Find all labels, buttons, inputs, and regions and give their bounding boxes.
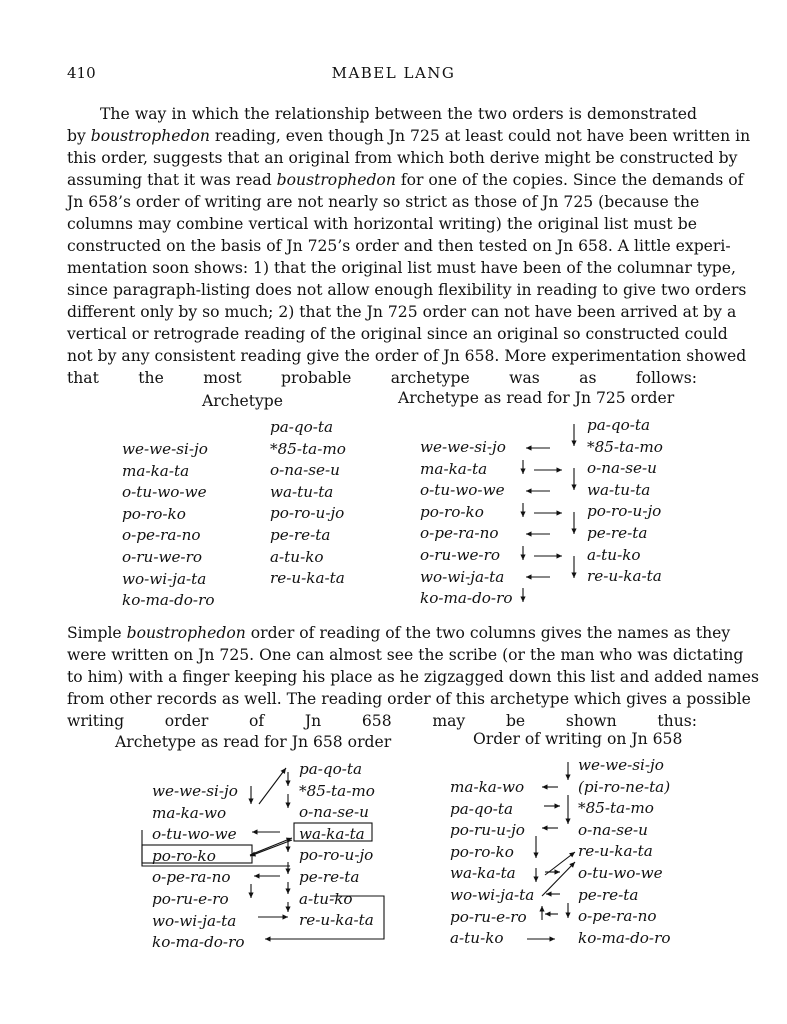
arrow-head [285, 907, 290, 913]
text-segment: this order, suggests that an original from which both derive might be constructed by [67, 149, 738, 167]
jn725-left-word: ko-ma-do-ro [420, 589, 513, 608]
jn658-read-right-word: po-ro-u-jo [299, 846, 374, 865]
jn658-writing-right-word: o-na-se-u [578, 820, 648, 839]
arrow-head [555, 803, 561, 808]
arrow-line [259, 768, 286, 804]
jn658-read-right-word: re-u-ka-ta [299, 911, 374, 930]
jn725-right-word: a-tu-ko [587, 545, 641, 564]
arrow-head [520, 555, 525, 561]
arrow-head [252, 829, 258, 834]
jn658-writing-right-word: ko-ma-do-ro [578, 928, 671, 947]
jn658-writing-left-word: po-ru-u-jo [450, 821, 525, 840]
text-segment: order of reading of the two columns gives the names as they [245, 624, 731, 642]
text-segment: The way in which the relationship between the two orders is demonstrated [100, 105, 697, 123]
jn658-read-left-word: wo-wi-ja-ta [152, 911, 237, 930]
text-segment: for one of the copies. Since the demands of [395, 171, 744, 189]
archetype-right-word: o-na-se-u [270, 461, 340, 480]
jn658-read-right-word: o-na-se-u [299, 803, 369, 822]
archetype-right-word: re-u-ka-ta [270, 569, 345, 588]
arrow-head [557, 510, 563, 515]
jn725-left-word: o-pe-ra-no [420, 524, 499, 543]
text-segment: not by any consistent reading give the order of Jn 658. More experimentation showed [67, 347, 747, 365]
archetype-left-word: o-ru-we-ro [122, 548, 202, 566]
text-segment: since paragraph-listing does not allow enough flexibility in reading to give two orders [67, 281, 747, 299]
text-segment: that the most probable archetype was as follows: [67, 369, 697, 387]
jn725-right-word: wa-tu-ta [587, 480, 651, 499]
text-segment: Jn 658’s order of writing are not nearly so strict as those of Jn 725 (because the [67, 193, 700, 211]
jn658-writing-right-word: re-u-ka-ta [578, 842, 653, 861]
text-segment: reading, even though Jn 725 at least could not have been written in [209, 127, 751, 145]
jn725-right-word: pa-qo-ta [587, 416, 651, 434]
po-ro-ko-box [142, 845, 252, 863]
jn658-read-left-word: ko-ma-do-ro [152, 933, 245, 952]
jn658-writing-left-word: po-ro-ko [450, 842, 514, 861]
italic-term: boustrophedon [126, 624, 246, 642]
archetype-left-word: o-pe-ra-no [122, 526, 201, 545]
text-segment: were written on Jn 725. One can almost see the scribe (or the man who was dictating [67, 646, 744, 664]
jn725-left-word: ma-ka-ta [420, 459, 488, 478]
archetype-right-word: *85-ta-mo [270, 439, 346, 458]
text-segment: vertical or retrograde reading of the original since an original so constructed could [67, 325, 728, 343]
arrow-head [265, 936, 271, 941]
arrow-head [248, 893, 253, 899]
archetype-left-word: wo-wi-ja-ta [122, 569, 207, 588]
jn658-read-right-word: wa-ka-ta [299, 824, 365, 843]
wa-ka-ta-box [294, 823, 372, 841]
arrow-head [545, 911, 551, 916]
jn658-read-right-word: pa-qo-ta [299, 760, 363, 778]
archetype-right-word: po-ro-u-jo [270, 504, 345, 523]
arrow-head [546, 891, 552, 896]
text-segment: different only by so much; 2) that the Jn 725 order can not have been arrived at by a [67, 303, 737, 321]
jn658-read-left-word: po-ru-e-ro [152, 890, 229, 908]
text-segment: from other records as well. The reading order of this archetype which gives a possible [67, 690, 751, 708]
archetype-heading: Archetype [202, 392, 284, 410]
arrow-head [285, 847, 290, 853]
jn725-right-word: pe-re-ta [587, 524, 648, 542]
jn658-writing-left-word: pa-qo-ta [450, 799, 514, 818]
jn725-left-word: we-we-si-jo [420, 438, 506, 456]
arrow-head [520, 512, 525, 518]
arrow-head [557, 467, 563, 472]
jn658-writing-left-word: po-ru-e-ro [450, 907, 527, 926]
text-segment: writing order of Jn 658 may be shown thus: [67, 712, 697, 730]
jn658-read-left-word: we-we-si-jo [152, 782, 238, 800]
arrow-head [285, 803, 290, 809]
arrow-head [542, 784, 548, 789]
arrow-head [248, 799, 253, 805]
text-segment: by [67, 127, 91, 145]
jn658-read-left-word: po-ro-ko [152, 846, 216, 865]
jn725-left-word: o-ru-we-ro [420, 546, 500, 564]
text-segment: assuming that it was read [67, 171, 277, 189]
archetype-left-word: ma-ka-ta [122, 461, 190, 480]
text-segment: Simple [67, 624, 127, 642]
jn658-read-right-word: pe-re-ta [299, 868, 360, 886]
arrow-head [565, 913, 570, 919]
jn658-writing-right-word: we-we-si-jo [578, 756, 664, 774]
arrow-head [557, 553, 563, 558]
italic-term: boustrophedon [276, 171, 396, 189]
arrow-head [285, 889, 290, 895]
arrow-head [526, 574, 532, 579]
arrow-head [571, 485, 576, 491]
italic-term: boustrophedon [90, 127, 210, 145]
jn658-writing-heading: Order of writing on Jn 658 [473, 730, 683, 748]
arrow-head [542, 825, 548, 830]
jn658-read-left-word: ma-ka-wo [152, 803, 227, 822]
jn725-heading: Archetype as read for Jn 725 order [398, 389, 675, 407]
jn658-writing-right-word: *85-ta-mo [578, 799, 654, 818]
archetype-left-word: po-ro-ko [122, 504, 186, 523]
jn725-right-word: *85-ta-mo [587, 437, 663, 456]
jn658-read-left-word: o-tu-wo-we [152, 825, 237, 844]
jn725-right-word: re-u-ka-ta [587, 567, 662, 586]
jn658-read-right-word: *85-ta-mo [299, 781, 375, 800]
page-number: 410 [67, 64, 96, 82]
jn658-writing-left-word: ma-ka-wo [450, 778, 525, 796]
arrow-line [542, 862, 575, 896]
arrow-head [526, 488, 532, 493]
arrow-head [571, 529, 576, 535]
jn725-left-word: po-ro-ko [420, 502, 484, 521]
jn658-read-right-word: a-tu-ko [299, 889, 353, 908]
jn658-writing-left-word: wa-ka-ta [450, 864, 516, 883]
arrow-head [569, 852, 575, 857]
jn658-writing-right-word: o-tu-wo-we [578, 864, 663, 882]
text-segment: columns may combine vertical with horizontal writing) the original list must be [67, 215, 697, 233]
arrow-head [281, 768, 286, 774]
arrow-head [571, 573, 576, 579]
archetype-right-word: pe-re-ta [270, 526, 331, 544]
jn658-writing-right-word: o-pe-ra-no [578, 907, 657, 926]
jn725-left-word: wo-wi-ja-ta [420, 567, 505, 586]
arrow-head [539, 906, 544, 912]
arrow-head [283, 914, 289, 919]
jn658-writing-right-word: (pi-ro-ne-ta) [578, 777, 671, 796]
archetype-right-word: a-tu-ko [270, 547, 324, 566]
archetype-right-word: pa-qo-ta [270, 418, 334, 436]
arrow-head [520, 597, 525, 603]
jn725-right-word: o-na-se-u [587, 459, 657, 478]
text-segment: constructed on the basis of Jn 725’s order and then tested on Jn 658. A little experi- [67, 237, 731, 255]
running-title: MABEL LANG [331, 64, 456, 82]
text-segment: to him) with a finger keeping his place as he zigzagged down this list and added names [67, 668, 759, 686]
arrow-head [550, 936, 556, 941]
archetype-left-word: we-we-si-jo [122, 440, 208, 458]
arrow-head [565, 819, 570, 825]
arrow-head [555, 869, 561, 874]
jn658-read-heading: Archetype as read for Jn 658 order [115, 733, 392, 751]
arrow-head [285, 781, 290, 787]
jn725-left-word: o-tu-wo-we [420, 481, 505, 500]
arrow-head [571, 441, 576, 447]
jn725-right-word: po-ro-u-jo [587, 502, 662, 521]
archetype-left-word: ko-ma-do-ro [122, 591, 215, 610]
jn658-read-left-word: o-pe-ra-no [152, 868, 231, 887]
arrow-head [254, 873, 260, 878]
arrow-head [520, 469, 525, 475]
arrow-head [533, 853, 538, 859]
archetype-left-word: o-tu-wo-we [122, 483, 207, 502]
text-segment: mentation soon shows: 1) that the original list must have been of the columnar type, [67, 259, 736, 277]
jn658-writing-left-word: a-tu-ko [450, 929, 504, 948]
jn658-writing-right-word: pe-re-ta [578, 885, 639, 904]
arrow-head [526, 445, 532, 450]
arrow-line [250, 840, 292, 856]
arrow-head [526, 531, 532, 536]
archetype-right-word: wa-tu-ta [270, 482, 334, 501]
arrow-head [285, 869, 290, 875]
jn658-writing-left-word: wo-wi-ja-ta [450, 886, 535, 904]
arrow-head [533, 877, 538, 883]
arrow-head [565, 775, 570, 781]
